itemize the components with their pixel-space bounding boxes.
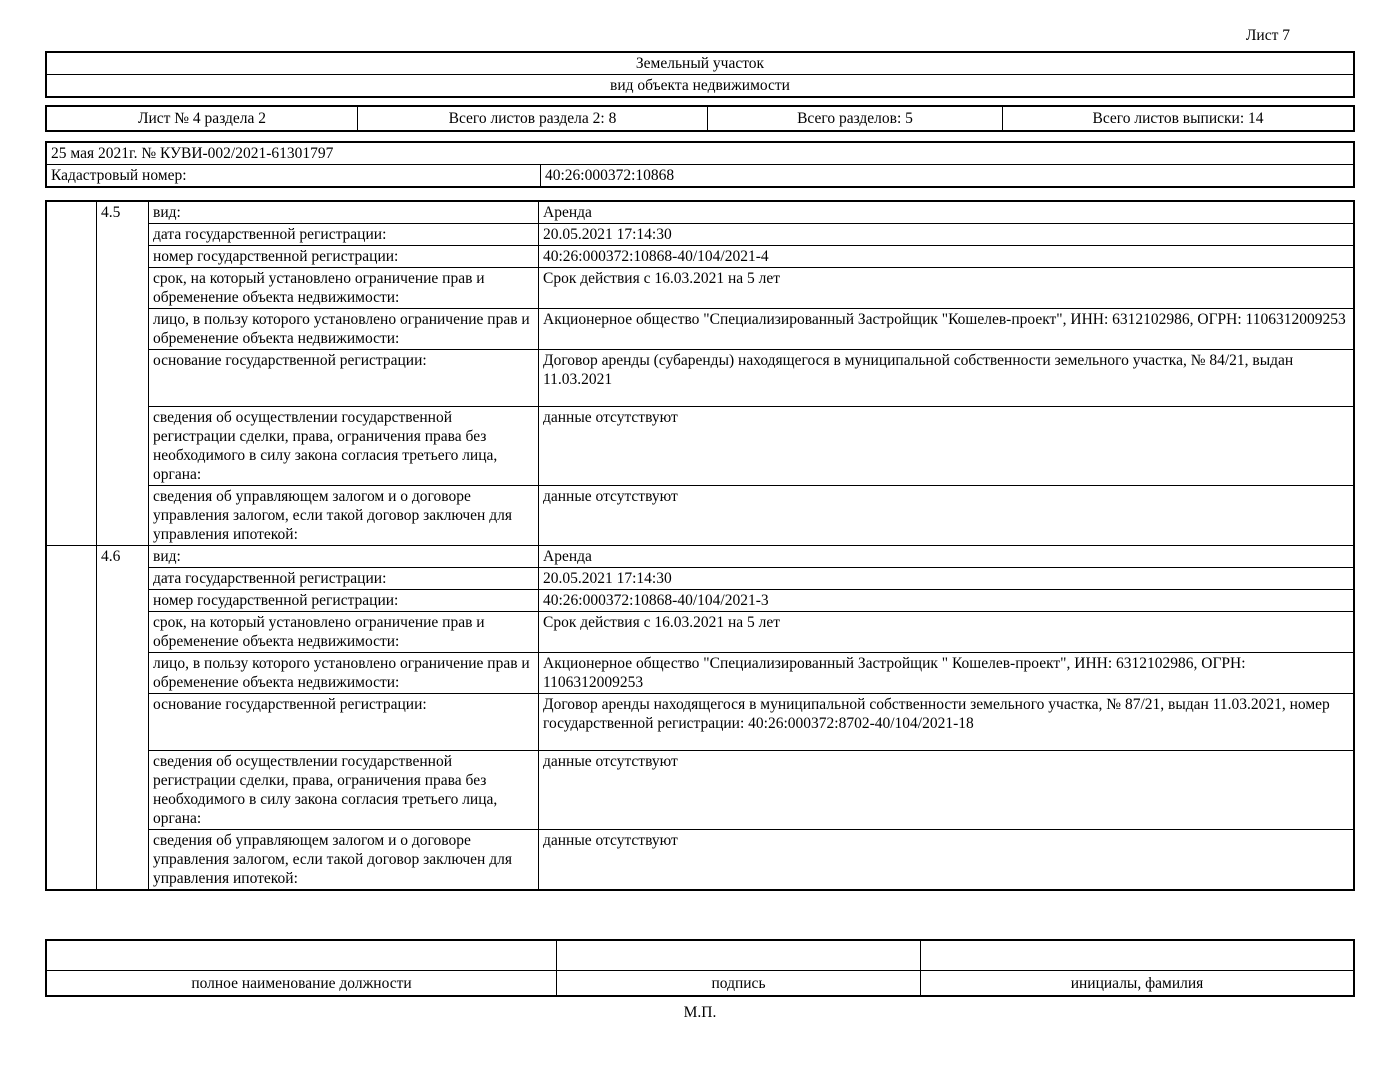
table-row xyxy=(149,829,1353,889)
field-label: основание государственной регистрации: xyxy=(149,350,539,406)
field-value: 40:26:000372:10868-40/104/2021-4 xyxy=(543,248,769,265)
field-label: сведения об осуществлении государственной регистрации сделки, права, ограничения права без необходимого в силу закона согласия третьего лица, органа: xyxy=(149,751,539,829)
field-value: 20.05.2021 17:14:30 xyxy=(543,226,672,243)
field-label: лицо, в пользу которого установлено ограничение прав и обременение объекта недвижимости: xyxy=(149,309,539,349)
extract-sheets-total-cell: Всего листов выписки: 14 xyxy=(1002,107,1353,130)
table-row xyxy=(149,546,1353,567)
field-value: данные отсутствуют xyxy=(543,832,678,849)
field-label: номер государственной регистрации: xyxy=(149,246,539,267)
position-label: полное наименование должности xyxy=(47,971,557,995)
initials-input-cell xyxy=(921,941,1353,970)
field-label: вид: xyxy=(149,202,539,223)
field-label: сведения об управляющем залогом и о договоре управления залогом, если такой договор заключен для управления ипотекой: xyxy=(149,830,539,889)
field-label: срок, на который установлено ограничение прав и обременение объекта недвижимости: xyxy=(149,612,539,652)
document-info-table xyxy=(45,141,1355,188)
field-label: номер государственной регистрации: xyxy=(149,590,539,611)
table-row xyxy=(149,202,1353,223)
field-label: вид: xyxy=(149,546,539,567)
signature-labels-row xyxy=(47,971,1353,995)
field-label: дата государственной регистрации: xyxy=(149,224,539,245)
table-row xyxy=(149,308,1353,349)
field-value: данные отсутствуют xyxy=(543,753,678,770)
table-row xyxy=(149,611,1353,652)
sheet-count-table xyxy=(45,105,1355,132)
field-value: Акционерное общество "Специализированный Застройщик "Кошелев-проект", ИНН: 6312102986, ОГРН: 1106312009253 xyxy=(543,311,1346,328)
cadastral-number-value: 40:26:000372:10868 xyxy=(545,167,675,184)
field-value: Договор аренды (субаренды) находящегося в муниципальной собственности земельного участка, № 84/21, выдан 11.03.2021 xyxy=(543,352,1294,388)
signature-input-cell xyxy=(557,941,921,970)
stamp-place-label: М.П. xyxy=(683,1004,717,1021)
section-spacer-cell xyxy=(47,202,97,545)
section-4-6 xyxy=(47,545,1353,889)
field-value: данные отсутствуют xyxy=(543,488,678,505)
field-value: данные отсутствуют xyxy=(543,409,678,426)
restrictions-table xyxy=(45,200,1355,891)
date-number-row: 25 мая 2021г. № КУВИ-002/2021-61301797 xyxy=(47,143,1353,165)
table-row xyxy=(149,485,1353,545)
signature-table xyxy=(45,939,1355,997)
section-4-5 xyxy=(47,202,1353,545)
cadastral-number-row xyxy=(47,165,1353,186)
table-row xyxy=(149,567,1353,589)
field-value: Срок действия с 16.03.2021 на 5 лет xyxy=(543,614,781,631)
field-label: сведения об управляющем залогом и о договоре управления залогом, если такой договор заключен для управления ипотекой: xyxy=(149,486,539,545)
section-spacer-cell xyxy=(47,546,97,889)
field-label: основание государственной регистрации: xyxy=(149,694,539,750)
field-value: Аренда xyxy=(543,204,592,221)
section-sheets-total-cell: Всего листов раздела 2: 8 xyxy=(357,107,707,130)
table-row xyxy=(149,223,1353,245)
table-row xyxy=(149,245,1353,267)
table-row xyxy=(149,589,1353,611)
field-value: 20.05.2021 17:14:30 xyxy=(543,570,672,587)
table-row xyxy=(149,349,1353,406)
object-type-table xyxy=(45,51,1355,98)
table-row xyxy=(149,406,1353,485)
signature-label: подпись xyxy=(557,971,921,995)
field-value: Акционерное общество "Специализированный Застройщик " Кошелев-проект", ИНН: 6312102986, ОГРН: 1106312009253 xyxy=(543,655,1246,691)
sheet-number-label: Лист 7 xyxy=(1245,27,1290,44)
object-type-caption: вид объекта недвижимости xyxy=(47,74,1353,96)
field-value: Срок действия с 16.03.2021 на 5 лет xyxy=(543,270,781,287)
sections-total-cell: Всего разделов: 5 xyxy=(707,107,1002,130)
sheet-info-cell: Лист № 4 раздела 2 xyxy=(137,110,267,127)
cadastral-number-label: Кадастровый номер: xyxy=(47,165,541,186)
field-label: срок, на который установлено ограничение прав и обременение объекта недвижимости: xyxy=(149,268,539,308)
field-label: лицо, в пользу которого установлено ограничение прав и обременение объекта недвижимости: xyxy=(149,653,539,693)
table-row xyxy=(149,750,1353,829)
object-type-value: Земельный участок xyxy=(635,55,765,72)
section-number: 4.6 xyxy=(97,546,149,889)
field-label: сведения об осуществлении государственной регистрации сделки, права, ограничения права без необходимого в силу закона согласия третьего лица, органа: xyxy=(149,407,539,485)
section-number: 4.5 xyxy=(97,202,149,545)
initials-label: инициалы, фамилия xyxy=(1070,974,1204,992)
field-value: Аренда xyxy=(543,548,592,565)
field-label: дата государственной регистрации: xyxy=(149,568,539,589)
signature-input-row xyxy=(47,941,1353,971)
position-input-cell xyxy=(47,941,557,970)
table-row xyxy=(149,652,1353,693)
field-value: Договор аренды находящегося в муниципальной собственности земельного участка, № 87/21, выдан 11.03.2021, номер государственной регистрации: 40:26:000372:8702-40/104/2021-18 xyxy=(543,696,1330,732)
field-value: 40:26:000372:10868-40/104/2021-3 xyxy=(543,592,769,609)
table-row xyxy=(149,693,1353,750)
table-row xyxy=(149,267,1353,308)
